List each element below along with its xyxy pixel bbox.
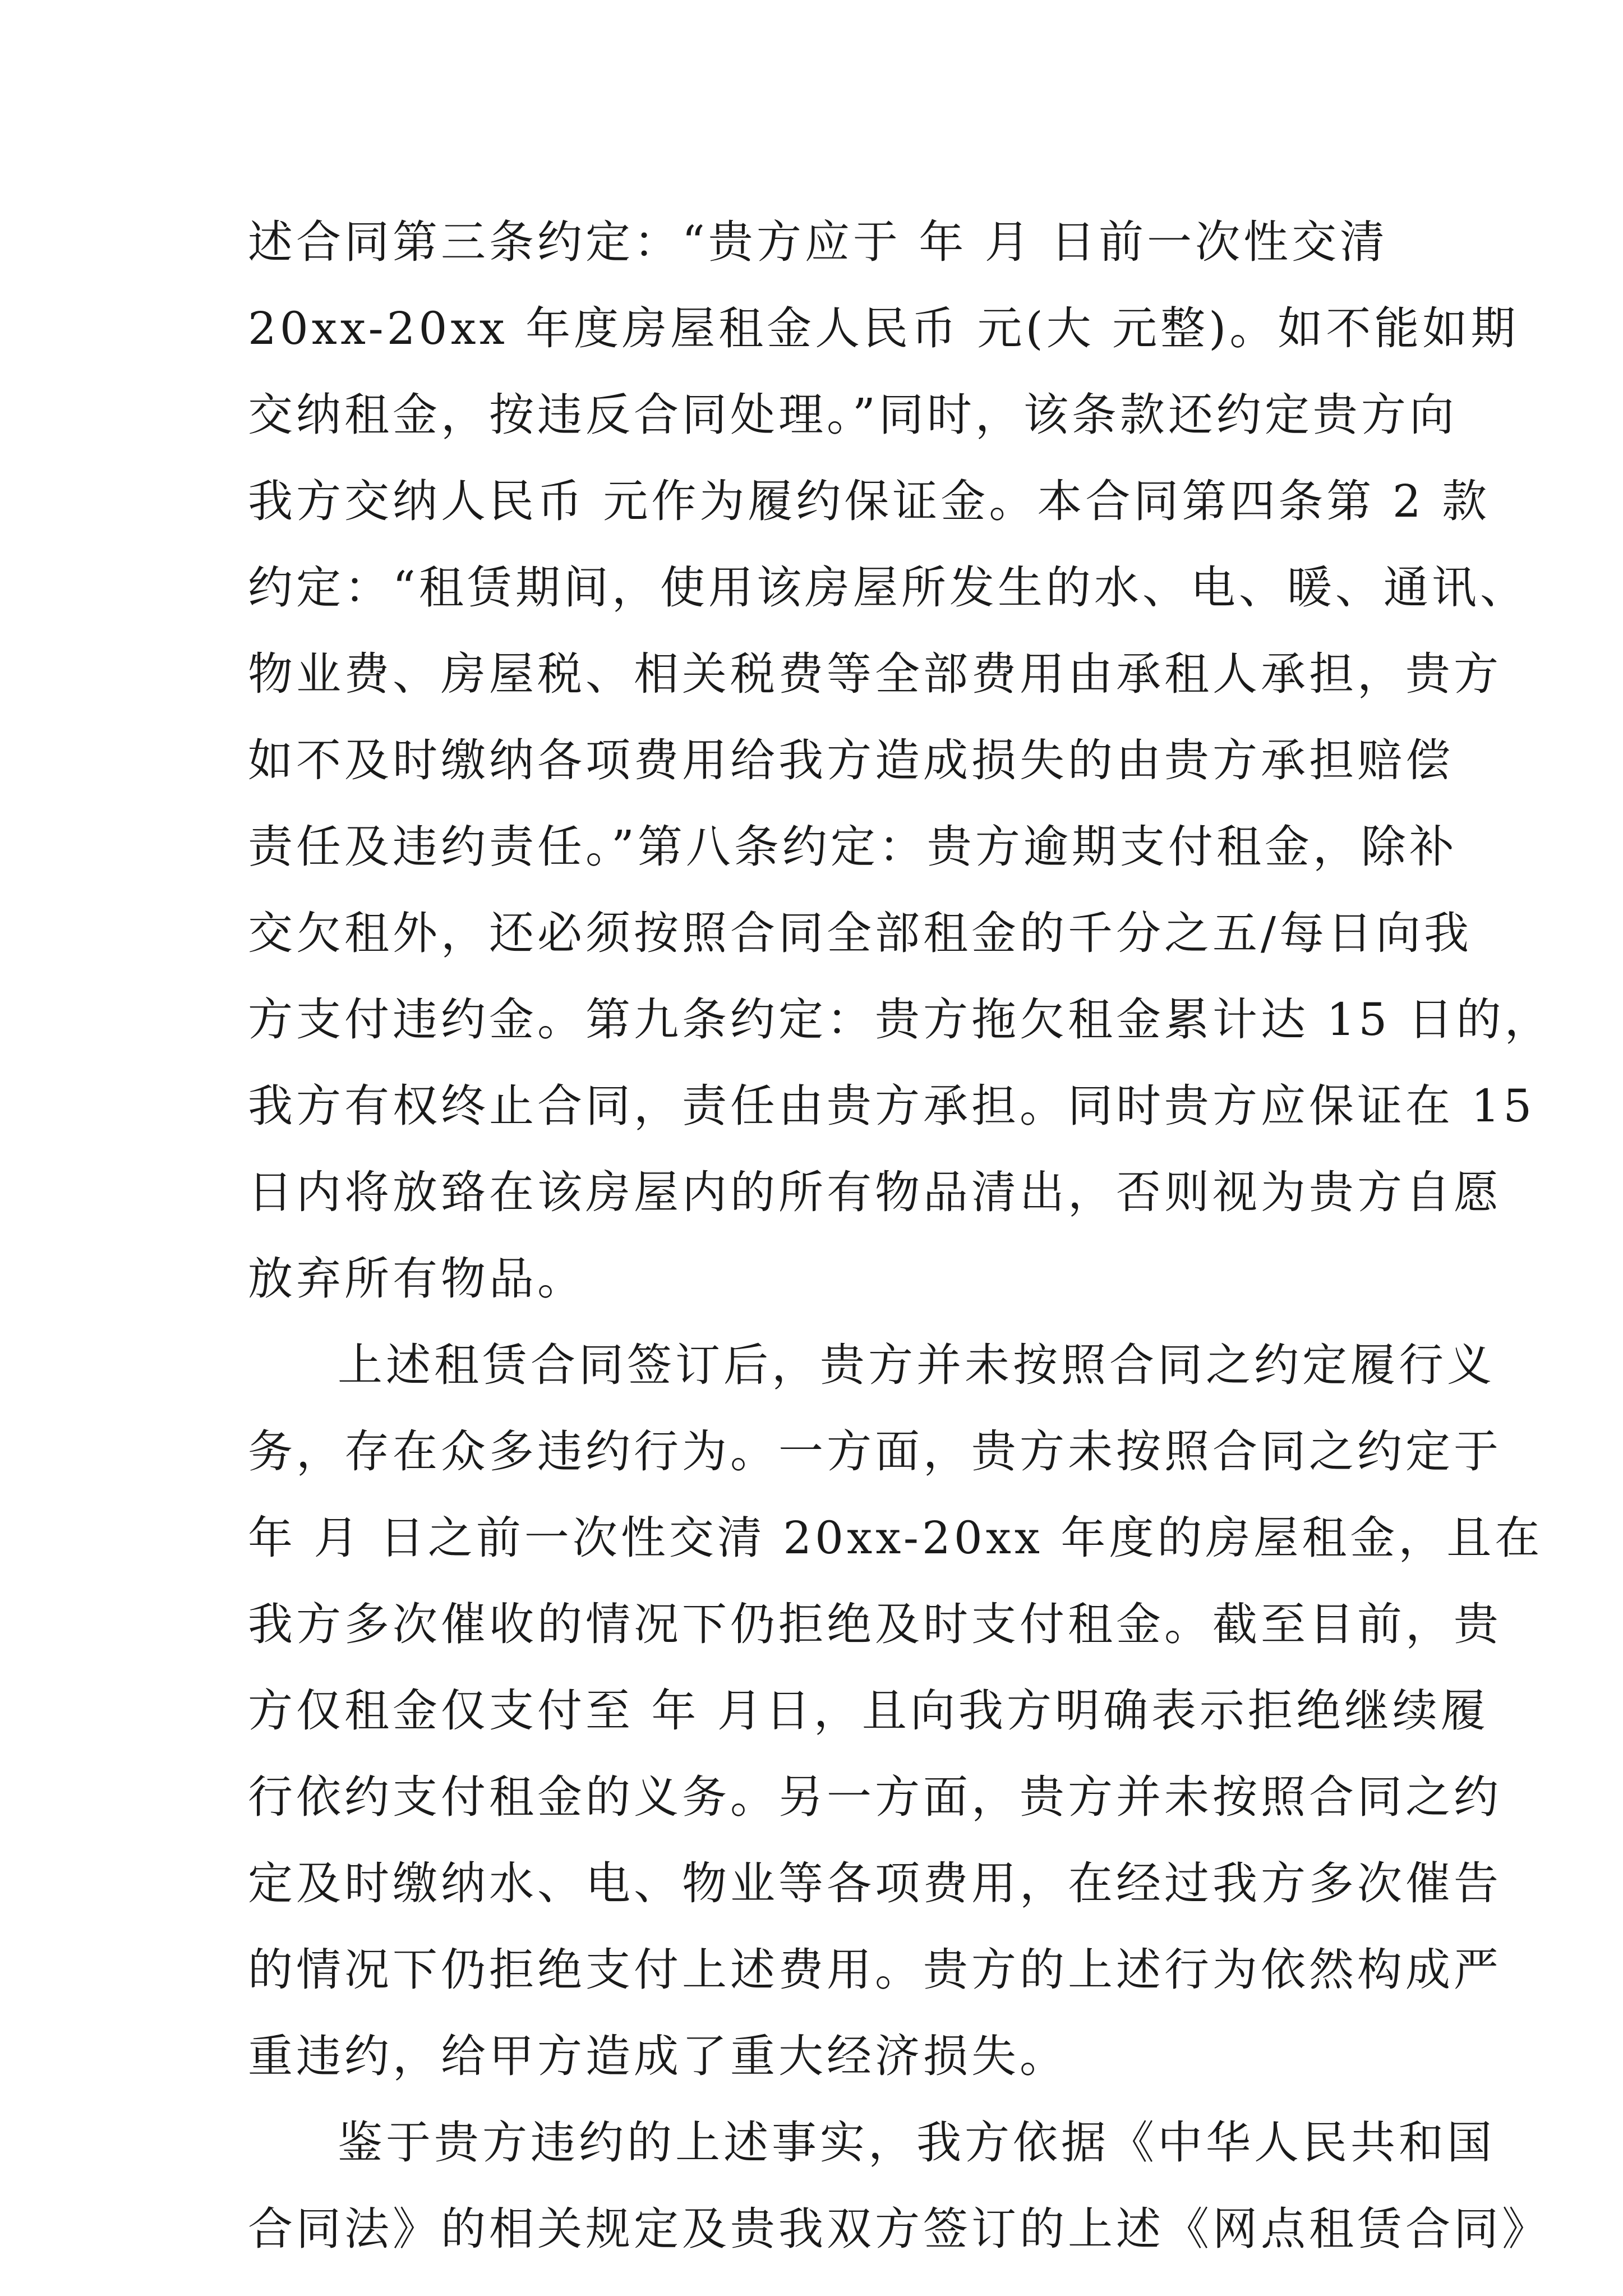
p1-line-12: 日内将放臵在该房屋内的所有物品清出，否则视为贵方自愿 xyxy=(248,1166,1502,1218)
p3-line-1: 鉴于贵方违约的上述事实，我方依据《中华人民共和国 xyxy=(338,2116,1495,2169)
p2-line-4: 我方多次催收的情况下仍拒绝及时支付租金。截至目前，贵 xyxy=(248,1598,1502,1650)
p1-line-6: 物业费、房屋税、相关税费等全部费用由承租人承担，贵方 xyxy=(248,648,1502,700)
p1-line-4: 我方交纳人民币 元作为履约保证金。本合同第四条第 2 款 xyxy=(248,475,1491,527)
p2-line-2: 务，存在众多违约行为。一方面，贵方未按照合同之约定于 xyxy=(248,1425,1502,1478)
p2-line-5: 方仅租金仅支付至 年 月日，且向我方明确表示拒绝继续履 xyxy=(248,1685,1489,1737)
p2-line-3: 年 月 日之前一次性交清 20xx-20xx 年度的房屋租金，且在 xyxy=(248,1512,1543,1564)
p1-line-10: 方支付违约金。第九条约定：贵方拖欠租金累计达 15 日的， xyxy=(248,993,1553,1046)
p2-line-1: 上述租赁合同签订后，贵方并未按照合同之约定履行义 xyxy=(338,1339,1495,1391)
p3-line-2: 合同法》的相关规定及贵我双方签订的上述《网点租赁合同》 xyxy=(248,2203,1550,2255)
p2-line-7: 定及时缴纳水、电、物业等各项费用，在经过我方多次催告 xyxy=(248,1857,1502,1910)
p1-line-8: 责任及违约责任。”第八条约定：贵方逾期支付租金，除补 xyxy=(248,821,1458,873)
p1-line-11: 我方有权终止合同，责任由贵方承担。同时贵方应保证在 15 xyxy=(248,1080,1536,1132)
p1-line-7: 如不及时缴纳各项费用给我方造成损失的由贵方承担赔偿 xyxy=(248,734,1454,786)
p2-line-9: 重违约，给甲方造成了重大经济损失。 xyxy=(248,2030,1068,2082)
p1-line-5: 约定：“租赁期间，使用该房屋所发生的水、电、暖、通讯、 xyxy=(248,562,1528,614)
p1-line-3: 交纳租金，按违反合同处理。”同时，该条款还约定贵方向 xyxy=(248,389,1458,441)
p1-line-13: 放弃所有物品。 xyxy=(248,1253,585,1305)
p1-line-2: 20xx-20xx 年度房屋租金人民币 元(大 元整)。如不能如期 xyxy=(248,302,1519,355)
p1-line-1: 述合同第三条约定：“贵方应于 年 月 日前一次性交清 xyxy=(248,216,1389,268)
p1-line-9: 交欠租外，还必须按照合同全部租金的千分之五/每日向我 xyxy=(248,907,1472,959)
document-body xyxy=(248,199,1553,2272)
p2-line-8: 的情况下仍拒绝支付上述费用。贵方的上述行为依然构成严 xyxy=(248,1944,1502,1996)
p2-line-6: 行依约支付租金的义务。另一方面，贵方并未按照合同之约 xyxy=(248,1771,1502,1823)
